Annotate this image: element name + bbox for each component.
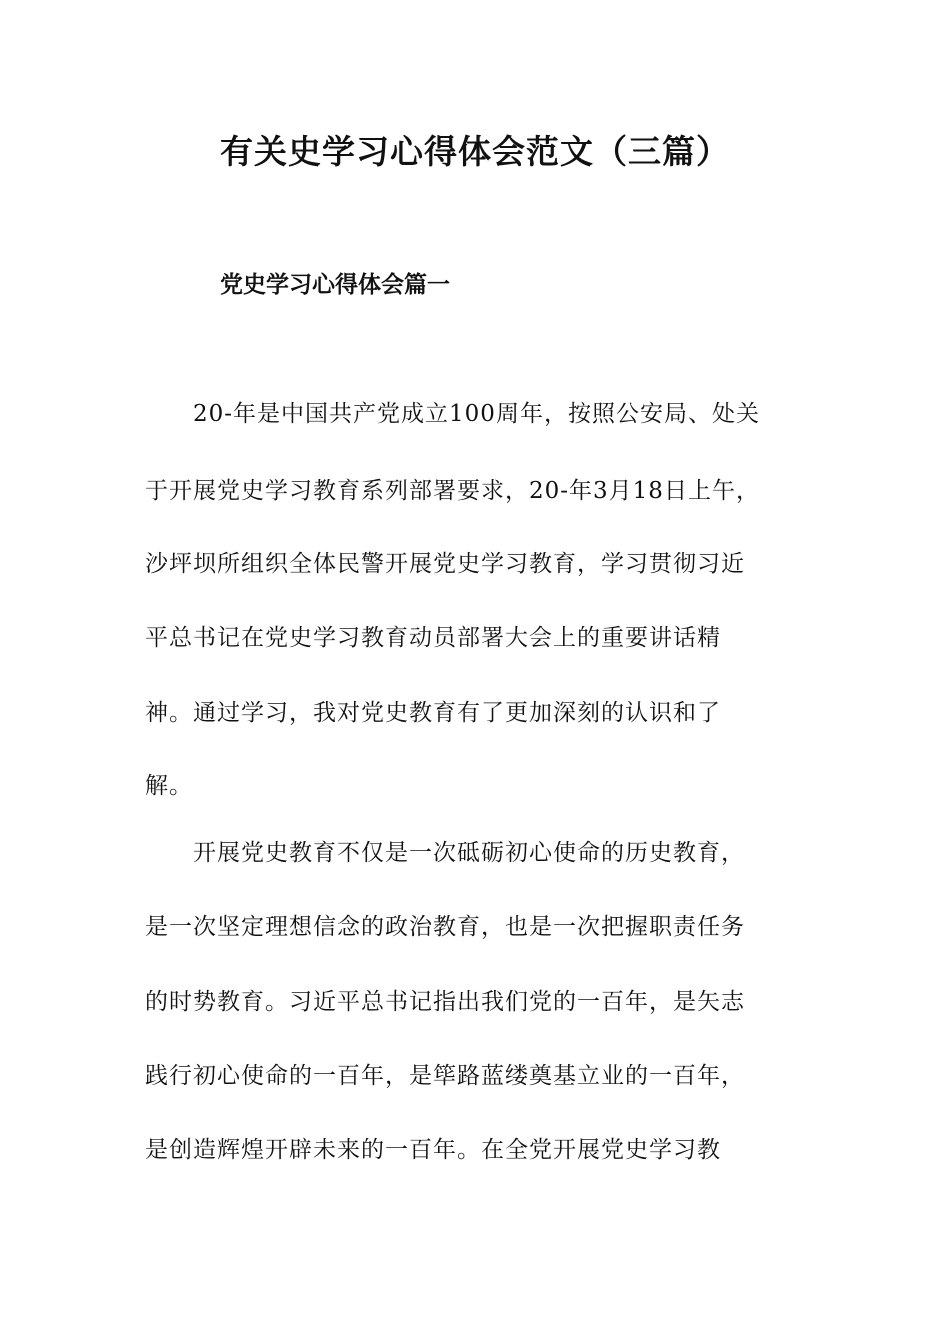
- body-line: 平总书记在党史学习教育动员部署大会上的重要讲话精: [145, 625, 721, 651]
- body-line: 是创造辉煌开辟未来的一百年。在全党开展党史学习教: [145, 1137, 721, 1163]
- body-line: 沙坪坝所组织全体民警开展党史学习教育，学习贯彻习近: [145, 551, 745, 577]
- body-line: 是一次坚定理想信念的政治教育，也是一次把握职责任务: [145, 914, 745, 940]
- body-line: 神。通过学习，我对党史教育有了更加深刻的认识和了: [145, 700, 721, 726]
- body-line: 开展党史教育不仅是一次砥砺初心使命的历史教育，: [145, 840, 745, 866]
- body-line: 解。: [145, 773, 193, 799]
- body-line: 践行初心使命的一百年，是筚路蓝缕奠基立业的一百年，: [145, 1063, 745, 1089]
- document-title: 有关史学习心得体会范文（三篇）: [220, 132, 730, 171]
- body-line: 20-年是中国共产党成立100周年，按照公安局、处关: [145, 401, 760, 427]
- section-heading: 党史学习心得体会篇一: [220, 272, 450, 298]
- body-line: 于开展党史学习教育系列部署要求，20-年3月18日上午，: [145, 478, 760, 504]
- body-line: 的时势教育。习近平总书记指出我们党的一百年，是矢志: [145, 989, 745, 1015]
